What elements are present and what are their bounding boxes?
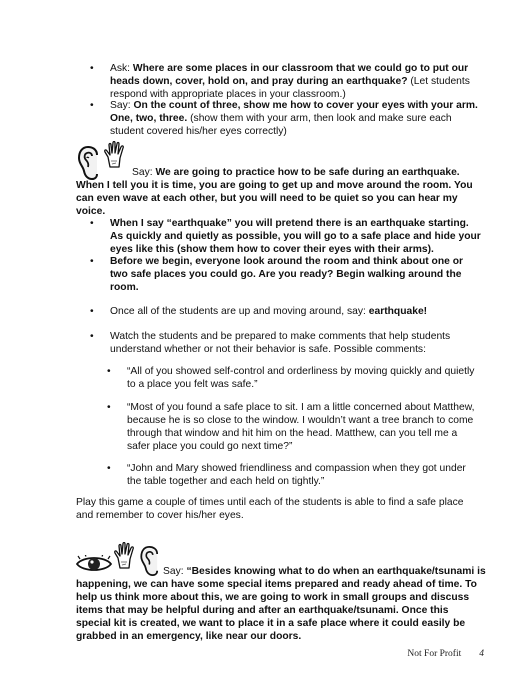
bullet-dot: • [107,463,111,474]
comment-text: “John and Mary showed friendliness and compassion when they got under the table together and each held on tightly.” [127,463,466,487]
bullet-text: Before we begin, everyone look around the room and think about one or two safe places you could go. Are you ready? Begin walking around the room. [110,256,463,293]
bullet-dot: • [90,100,94,111]
bullet-text: When I say “earthquake” you will pretend there is an earthquake starting. As quickly and quietly as possible, you will go to a safe place and hide your eyes like this (show them how to cover their eyes with their arms). [110,218,481,255]
comment-text: “Most of you found a safe place to sit. I am a little concerned about Matthew, because he is so close to the window. I wouldn’t want a tree branch to come through that window and hit him on the head. Matthew, can you tell me a safer place you could go next time?” [127,402,475,452]
bullet-text: Once all of the students are up and moving around, say: earthquake! [110,306,428,317]
hand-icon [104,141,126,169]
bullet-dot: • [90,218,94,229]
bullet-dot: • [90,256,94,267]
bullet-dot: • [107,402,111,413]
bullet-text: Watch the students and be prepared to make comments that help students understand whether or not their behavior is safe. Possible comments: [110,331,451,355]
comment-text: “All of you showed self-control and orderliness by moving quickly and quietly to a place you felt was safe.” [127,366,475,390]
bullet-dot: • [90,306,94,317]
bullet-dot: • [90,331,94,342]
bullet-dot: • [90,63,94,74]
bullet-text: Ask: Where are some places in our classroom that we could go to put our heads down, cover, hold on, and pray during an earthquake? (Let students respond with appropriate places in your classroom.) [110,63,470,100]
play-game-paragraph: Play this game a couple of times until each of the students is able to find a safe place and remember to cover his/her eyes. [76,497,464,521]
say-practice-paragraph: Say: We are going to practice how to be safe during an earthquake. When I tell you it is time, you are going to get up and move around the room. You can even wave at each other, but you will need to be quiet so you can hear my voice. [76,167,473,217]
say-special-items-paragraph: Say: “Besides knowing what to do when an earthquake/tsunami is happening, we can have some special items prepared and ready ahead of time. To help us think more about this, we are going to work in small groups and discuss items that may be helpful during and after an earthquake/tsunami. Once this special kit is created, we want to place it in a safe place where it could easily be grabbed in an emergency, like near our doors. [76,566,486,642]
page-number: 4 [479,649,484,659]
page-footer [407,648,484,661]
bullet-dot: • [107,366,111,377]
bullet-text: Say: On the count of three, show me how to cover your eyes with your arm. One, two, three. (show them with your arm, then look and make sure each student covered his/her eyes correctly) [110,100,478,137]
footer-text: Not For Profit [407,649,462,659]
